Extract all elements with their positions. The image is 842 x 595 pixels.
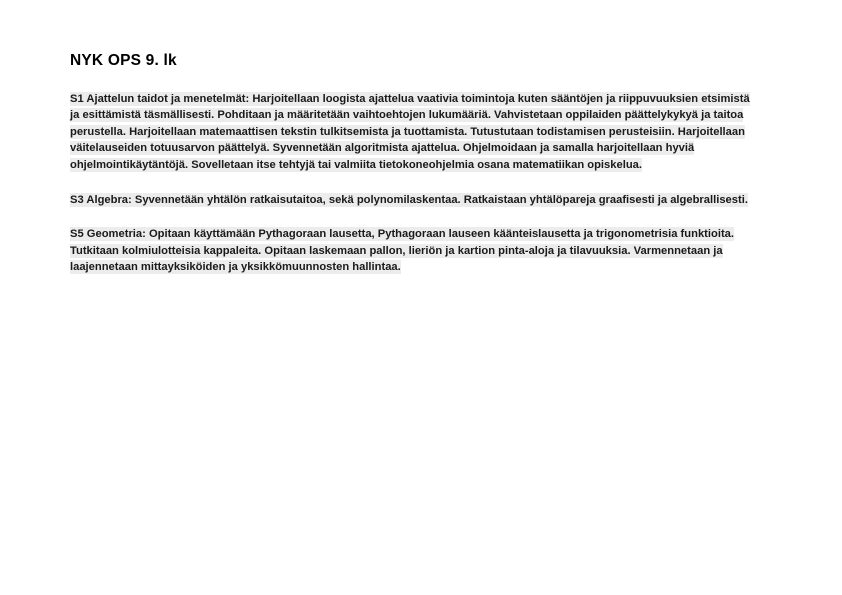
paragraph-s3-text: S3 Algebra: Syvennetään yhtälön ratkaisutaitoa, sekä polynomilaskentaa. Ratkaistaan yhtälöpareja graafisesti ja algebrallisesti. — [70, 193, 748, 206]
page-title: NYK OPS 9. lk — [70, 52, 177, 69]
paragraph-s3 — [70, 192, 752, 209]
paragraph-s1-text: S1 Ajattelun taidot ja menetelmät: Harjoitellaan loogista ajattelua vaativia toimintoja kuten sääntöjen ja riippuvuuksien etsimistä ja esittämistä täsmällisesti. Pohditaan ja määritetään vaihtoehtojen lukumääriä. Vahvistetaan oppilaiden päättelykykyä ja taitoa perustella. Harjoitellaan matemaattisen tekstin tulkitsemista ja tuottamista. Tutustutaan todistamisen perusteisiin. Harjoitellaan väitelauseiden totuusarvon päättelyä. Syvennetään algoritmista ajattelua. Ohjelmoidaan ja samalla harjoitellaan hyviä ohjelmointikäytäntöjä. Sovelletaan itse tehtyjä tai valmiita tietokoneohjelmia osana matematiikan opiskelua. — [70, 92, 750, 171]
paragraph-s5-text: S5 Geometria: Opitaan käyttämään Pythagoraan lausetta, Pythagoraan lauseen käänteislausetta ja trigonometrisia funktioita. Tutkitaan kolmiulotteisia kappaleita. Opitaan laskemaan pallon, lieriön ja kartion pinta-aloja ja tilavuuksia. Varmennetaan ja laajennetaan mittayksiköiden ja yksikkömuunnosten hallintaa. — [70, 228, 734, 274]
paragraph-s5 — [70, 226, 752, 276]
paragraph-s1 — [70, 91, 752, 174]
